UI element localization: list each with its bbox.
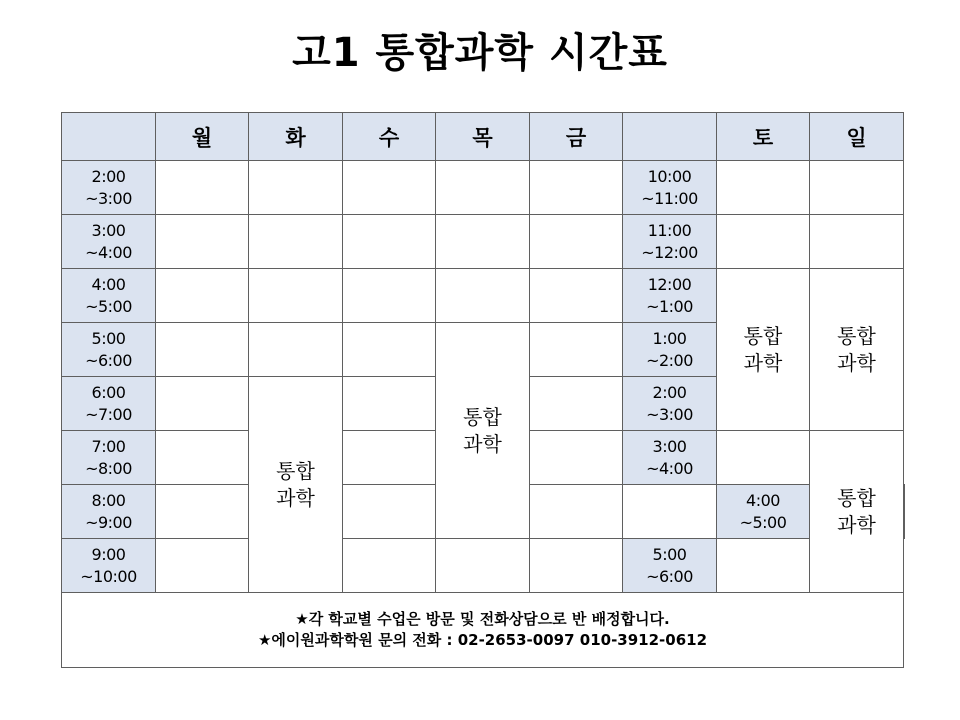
weekend-time-cell xyxy=(623,539,717,593)
day-header-sun: 일 xyxy=(810,113,904,161)
empty-cell xyxy=(343,431,436,485)
footer-row xyxy=(62,593,905,668)
empty-cell xyxy=(436,269,530,323)
time-start: 1:00 xyxy=(652,328,687,348)
empty-cell xyxy=(156,539,249,593)
day-header-mon: 월 xyxy=(156,113,249,161)
table-row xyxy=(62,215,905,269)
notice-line: ★각 학교별 수업은 방문 및 전화상담으로 반 배정합니다. xyxy=(295,610,670,628)
class-name: 과학 xyxy=(837,512,876,537)
time-end: ~12:00 xyxy=(641,242,698,262)
class-name: 과학 xyxy=(276,485,315,510)
time-end: ~6:00 xyxy=(646,566,693,586)
weekend-time-cell xyxy=(623,431,717,485)
time-end: ~5:00 xyxy=(739,512,787,532)
empty-cell xyxy=(343,377,436,431)
empty-cell xyxy=(717,215,810,269)
time-start: 5:00 xyxy=(91,328,126,348)
time-end: ~8:00 xyxy=(85,458,132,478)
weekday-time-cell xyxy=(62,377,156,431)
class-name: 통합 xyxy=(276,458,315,483)
time-end: ~10:00 xyxy=(80,566,137,586)
empty-cell xyxy=(156,269,249,323)
empty-cell xyxy=(343,269,436,323)
time-end: ~7:00 xyxy=(85,404,132,424)
empty-cell xyxy=(717,431,810,485)
time-end: ~11:00 xyxy=(641,188,698,208)
empty-cell xyxy=(530,323,623,377)
class-cell-sat xyxy=(717,269,810,431)
time-start: 8:00 xyxy=(91,490,126,510)
time-start: 3:00 xyxy=(91,220,126,240)
empty-cell xyxy=(343,161,436,215)
time-end: ~4:00 xyxy=(646,458,693,478)
time-start: 7:00 xyxy=(91,436,126,456)
table-row xyxy=(62,539,905,593)
class-cell-tue xyxy=(249,377,343,593)
time-start: 6:00 xyxy=(91,382,126,402)
empty-cell xyxy=(156,323,249,377)
page-title: 고1 통합과학 시간표 xyxy=(292,30,668,76)
empty-cell xyxy=(156,485,249,539)
empty-cell xyxy=(156,377,249,431)
contact-line: ★에이원과학학원 문의 전화 : 02-2653-0097 010-3912-0612 xyxy=(257,631,708,649)
empty-cell xyxy=(436,215,530,269)
empty-cell xyxy=(249,323,343,377)
time-end: ~1:00 xyxy=(646,296,693,316)
time-end: ~3:00 xyxy=(646,404,693,424)
weekend-time-cell xyxy=(717,485,810,539)
empty-cell xyxy=(810,161,904,215)
empty-cell xyxy=(156,431,249,485)
time-end: ~4:00 xyxy=(85,242,132,262)
empty-cell xyxy=(530,377,623,431)
class-cell-sun-2 xyxy=(810,431,904,593)
table-row xyxy=(62,161,905,215)
time-end: ~5:00 xyxy=(85,296,132,316)
empty-cell xyxy=(343,539,436,593)
time-end: ~6:00 xyxy=(85,350,132,370)
empty-cell xyxy=(904,485,905,539)
time-start: 4:00 xyxy=(91,274,126,294)
class-name: 과학 xyxy=(463,431,502,456)
weekday-time-cell xyxy=(62,539,156,593)
class-name: 통합 xyxy=(837,485,876,510)
time-start: 5:00 xyxy=(652,544,687,564)
time-start: 2:00 xyxy=(652,382,687,402)
empty-cell xyxy=(530,431,623,485)
empty-cell xyxy=(156,215,249,269)
time-start: 3:00 xyxy=(652,436,687,456)
empty-cell xyxy=(343,215,436,269)
table-row xyxy=(62,269,905,323)
weekend-time-cell xyxy=(623,215,717,269)
empty-cell xyxy=(436,161,530,215)
time-start: 2:00 xyxy=(91,166,126,186)
day-header-sat: 토 xyxy=(717,113,810,161)
time-start: 4:00 xyxy=(746,490,780,510)
weekday-time-cell xyxy=(62,485,156,539)
class-cell-thu xyxy=(436,323,530,539)
empty-cell xyxy=(436,539,530,593)
class-name: 통합 xyxy=(463,404,502,429)
empty-cell xyxy=(717,161,810,215)
weekend-time-cell xyxy=(623,323,717,377)
class-cell-sun-1 xyxy=(810,269,904,431)
time-start: 11:00 xyxy=(647,220,692,240)
day-header-wed: 수 xyxy=(343,113,436,161)
empty-cell xyxy=(249,161,343,215)
weekend-time-header xyxy=(623,113,717,161)
weekend-time-cell xyxy=(623,377,717,431)
empty-cell xyxy=(623,485,717,539)
empty-cell xyxy=(249,269,343,323)
empty-cell xyxy=(530,161,623,215)
empty-cell xyxy=(530,269,623,323)
time-end: ~3:00 xyxy=(85,188,132,208)
class-name: 통합 xyxy=(743,323,783,348)
class-name: 과학 xyxy=(743,350,783,375)
time-start: 10:00 xyxy=(647,166,692,186)
timetable xyxy=(61,112,905,668)
corner-cell xyxy=(62,113,156,161)
time-start: 12:00 xyxy=(647,274,692,294)
header-row xyxy=(62,113,905,161)
class-name: 통합 xyxy=(837,323,876,348)
weekday-time-cell xyxy=(62,215,156,269)
day-header-fri: 금 xyxy=(530,113,623,161)
time-end: ~9:00 xyxy=(85,512,132,532)
weekday-time-cell xyxy=(62,269,156,323)
time-start: 9:00 xyxy=(91,544,126,564)
time-end: ~2:00 xyxy=(646,350,693,370)
empty-cell xyxy=(156,161,249,215)
empty-cell xyxy=(530,215,623,269)
empty-cell xyxy=(530,539,623,593)
weekend-time-cell xyxy=(623,269,717,323)
empty-cell xyxy=(249,215,343,269)
empty-cell xyxy=(343,485,436,539)
weekend-time-cell xyxy=(623,161,717,215)
weekday-time-cell xyxy=(62,323,156,377)
class-name: 과학 xyxy=(837,350,876,375)
empty-cell xyxy=(530,485,623,539)
weekday-time-cell xyxy=(62,431,156,485)
weekday-time-cell xyxy=(62,161,156,215)
empty-cell xyxy=(343,323,436,377)
empty-cell xyxy=(717,539,810,593)
day-header-thu: 목 xyxy=(436,113,530,161)
empty-cell xyxy=(810,215,904,269)
day-header-tue: 화 xyxy=(249,113,343,161)
notice-cell xyxy=(62,593,904,668)
